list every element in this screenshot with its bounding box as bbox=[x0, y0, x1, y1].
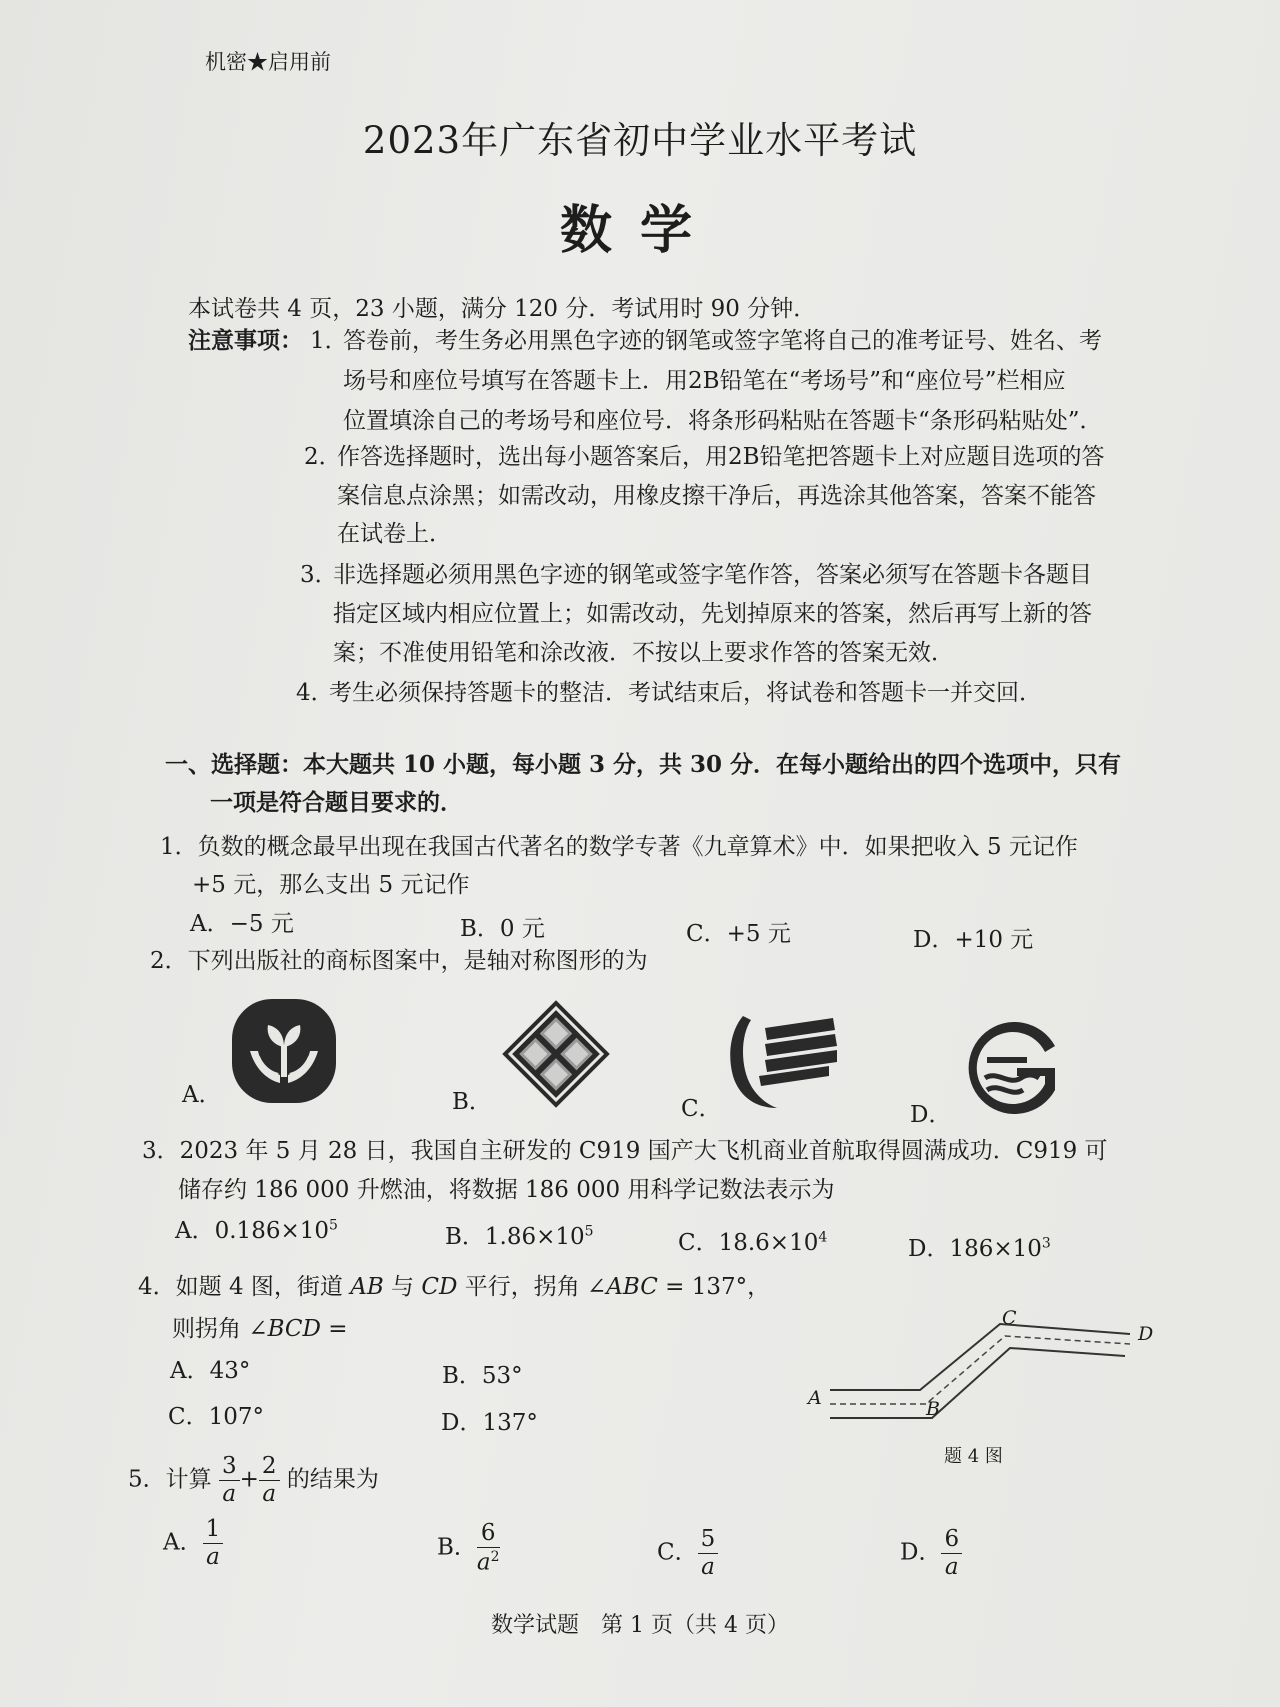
letter-g-waves-logo-icon bbox=[957, 1012, 1069, 1124]
note-1-line-2: 场号和座位号填写在答题卡上．用2B铅笔在“考场号”和“座位号”栏相应 bbox=[343, 368, 1066, 394]
q1-option-b: B．0 元 bbox=[460, 916, 545, 942]
exam-intro: 本试卷共 4 页，23 小题，满分 120 分．考试用时 90 分钟． bbox=[188, 296, 817, 322]
q5-fraction-1: $\frac{3}{a}$ bbox=[219, 1455, 240, 1506]
plant-in-hands-logo-icon bbox=[228, 995, 340, 1107]
q1-stem-line-1: 1．负数的概念最早出现在我国古代著名的数学专著《九章算术》中．如果把收入 5 元记作 bbox=[160, 834, 1078, 860]
q2-option-d-label: D． bbox=[910, 1102, 952, 1128]
diamond-grid-logo-icon bbox=[496, 994, 616, 1114]
q3-option-c: C．$18.6\times 10^4$ bbox=[678, 1229, 828, 1256]
note-4-line-1: 考生必须保持答题卡的整洁．考试结束后，将试卷和答题卡一并交回． bbox=[329, 680, 1042, 706]
notes-label: 注意事项： bbox=[188, 327, 303, 354]
q5-option-d: D． $\frac{6}{a}$ bbox=[900, 1528, 962, 1579]
note-1-line-3: 位置填涂自己的考场号和座位号．将条形码粘贴在答题卡“条形码粘贴处”． bbox=[343, 408, 1103, 434]
note-3-num: 3． bbox=[300, 562, 338, 588]
q4-option-b: B．53° bbox=[442, 1363, 523, 1389]
q1-option-a: A．−5 元 bbox=[190, 911, 294, 937]
figure-4-street-diagram bbox=[800, 1290, 1170, 1430]
q5-option-b: B． $\frac{6}{a^2}$ bbox=[437, 1520, 500, 1576]
note-1-line-1: 答卷前，考生务必用黑色字迹的钢笔或签字笔将自己的准考证号、姓名、考 bbox=[343, 328, 1102, 354]
q2-stem: 2．下列出版社的商标图案中，是轴对称图形的为 bbox=[150, 948, 648, 974]
q2-option-a-label: A． bbox=[182, 1082, 222, 1108]
q4-stem-line-1: 4．如题 4 图，街道 AB 与 CD 平行，拐角 ∠ABC = 137°， bbox=[138, 1274, 771, 1300]
figure-4-caption: 题 4 图 bbox=[944, 1446, 1003, 1467]
note-2-line-1: 作答选择题时，选出每小题答案后，用2B铅笔把答题卡上对应题目选项的答 bbox=[337, 444, 1105, 470]
book-scroll-logo-icon bbox=[725, 1010, 845, 1114]
note-3-line-1: 非选择题必须用黑色字迹的钢笔或签字笔作答，答案必须写在答题卡各题目 bbox=[333, 562, 1092, 588]
figure-4-label-d: D bbox=[1138, 1323, 1154, 1345]
subject-title: 数学 bbox=[559, 200, 720, 261]
q2-option-c-label: C． bbox=[681, 1096, 722, 1122]
q3-option-b: B．$1.86\times 10^5$ bbox=[445, 1223, 594, 1250]
q1-stem-line-2: +5 元，那么支出 5 元记作 bbox=[192, 872, 470, 898]
q3-option-a: A．$0.186\times 10^5$ bbox=[175, 1217, 338, 1244]
note-4-num: 4． bbox=[296, 680, 334, 706]
q4-option-d: D．137° bbox=[441, 1410, 538, 1436]
note-2-line-3: 在试卷上． bbox=[337, 521, 452, 547]
q2-option-b-label: B． bbox=[452, 1089, 492, 1115]
figure-4-label-c: C bbox=[1002, 1307, 1017, 1329]
q4-option-c: C．107° bbox=[168, 1404, 264, 1430]
note-2-num: 2． bbox=[304, 444, 342, 470]
q3-stem-line-1: 3．2023 年 5 月 28 日，我国自主研发的 C919 国产大飞机商业首航取得圆满成功．C919 可 bbox=[142, 1138, 1108, 1164]
q3-option-d: D．$186\times 10^3$ bbox=[908, 1235, 1051, 1262]
q1-option-d: D．+10 元 bbox=[913, 927, 1034, 953]
note-3-line-3: 案；不准使用铅笔和涂改液．不按以上要求作答的答案无效． bbox=[333, 640, 954, 666]
q3-stem-line-2: 储存约 186 000 升燃油，将数据 186 000 用科学记数法表示为 bbox=[178, 1177, 835, 1203]
secret-mark: 机密★启用前 bbox=[205, 50, 331, 74]
note-2-line-2: 案信息点涂黑；如需改动，用橡皮擦干净后，再选涂其他答案，答案不能答 bbox=[337, 483, 1096, 509]
q4-stem-line-2: 则拐角 ∠BCD = bbox=[172, 1316, 348, 1342]
exam-title: 2023年广东省初中学业水平考试 bbox=[362, 119, 918, 162]
section-1-heading-line-2: 一项是符合题目要求的． bbox=[210, 789, 463, 816]
q1-option-c: C．+5 元 bbox=[686, 921, 791, 947]
section-1-heading-line-1: 一、选择题：本大题共 10 小题，每小题 3 分，共 30 分．在每小题给出的四个选项中，只有 bbox=[165, 751, 1122, 778]
figure-4-label-a: A bbox=[808, 1387, 822, 1409]
q5-option-a: A． $\frac{1}{a}$ bbox=[163, 1518, 223, 1569]
q5-fraction-2: $\frac{2}{a}$ bbox=[259, 1455, 280, 1506]
figure-4-label-b: B bbox=[926, 1398, 940, 1420]
q4-option-a: A．43° bbox=[170, 1358, 251, 1384]
q5-option-c: C． $\frac{5}{a}$ bbox=[657, 1528, 718, 1579]
note-1-num: 1． bbox=[310, 328, 348, 354]
note-3-line-2: 指定区域内相应位置上；如需改动，先划掉原来的答案，然后再写上新的答 bbox=[333, 601, 1092, 627]
page-footer: 数学试题 第 1 页（共 4 页） bbox=[491, 1613, 789, 1638]
q5-stem: 5．计算 $\frac{3}{a}$ + $\frac{2}{a}$ 的结果为 bbox=[128, 1453, 379, 1507]
